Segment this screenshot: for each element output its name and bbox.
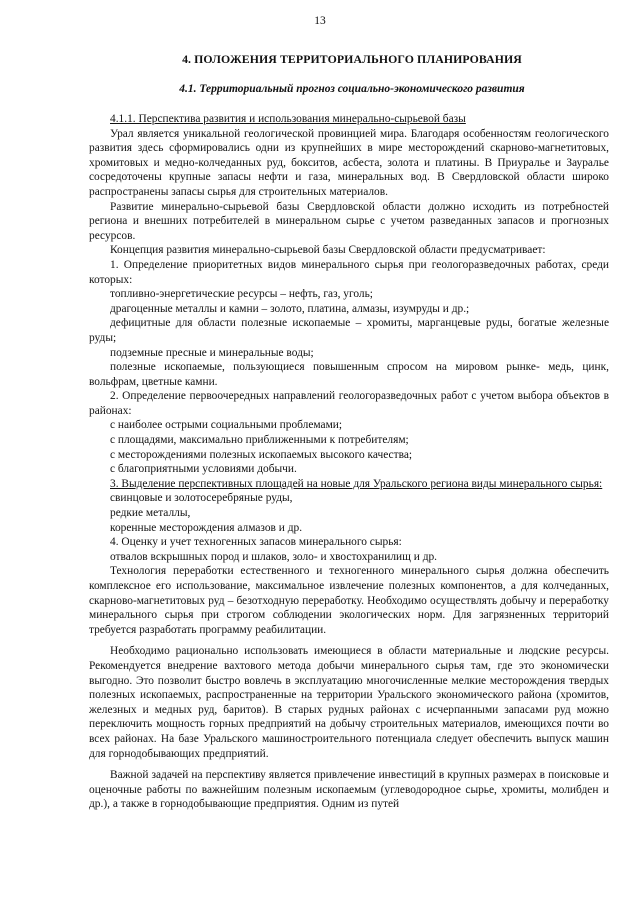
- subsection-heading: 4.1. Территориальный прогноз социально-экономического развития: [179, 83, 525, 95]
- paragraph: Урал является уникальной геологической провинцией мира. Благодаря особенностям геологического развития здесь сформировались одни из крупнейших в мире месторождений скарново-магнетитовых, хромитовых и медно-колчеданных руд, бокситов, асбеста, золота и платины. В Приуралье и Зауралье сосредоточены крупные запасы нефти и газа, минеральных вод. В Свердловской области широко распространены запасы сырья для строительных материалов.: [89, 127, 609, 198]
- list-heading: 2. Определение первоочередных направлений геологоразведочных работ с учетом выбора объектов в районах:: [89, 390, 609, 417]
- list-heading: 3. Выделение перспективных площадей на новые для Уральского региона виды минерального сырья:: [110, 477, 603, 490]
- list-heading: 1. Определение приоритетных видов минерального сырья при геологоразведочных работах, среди которых:: [89, 258, 609, 286]
- document-body: [89, 112, 609, 812]
- paragraph: Развитие минерально-сырьевой базы Свердловской области должно исходить из потребностей региона и внешних потребителей в минеральном сырье с учетом разведанных запасов и прогнозных ресурсов.: [89, 200, 609, 242]
- paragraph: Концепция развития минерально-сырьевой базы Свердловской области предусматривает:: [110, 244, 546, 257]
- list-item: свинцовые и золотосеребряные руды,: [110, 492, 293, 505]
- list-item: драгоценные металлы и камни – золото, платина, алмазы, изумруды и др.;: [110, 302, 470, 315]
- list-item: редкие металлы,: [110, 507, 191, 520]
- list-heading: 4. Оценку и учет техногенных запасов минерального сырья:: [110, 536, 402, 549]
- list-item: отвалов вскрышных пород и шлаков, золо- и хвостохранилищ и др.: [110, 550, 438, 563]
- paragraph: Необходимо рационально использовать имеющиеся в области материальные и людские ресурсы. Рекомендуется внедрение вахтового метода добычи минерального сырья там, где это экономически выгодно. Это позволит быстро вовлечь в эксплуатацию многочисленные мелкие месторождения твердых полезных ископаемых, распространенные на территории Уральского экономического района (хромитов, железных и медных руд, баритов). В старых рудных районах с исчерпанными запасами руд можно переключить мощность горных предприятий на добычу строительных материалов, имеющихся почти во всех районах. На базе Уральского машиностроительного потенциала следует обеспечить выпуск машин для горнодобывающих предприятий.: [89, 645, 609, 760]
- list-item: с наиболее острыми социальными проблемами;: [110, 419, 343, 432]
- page-number: 13: [314, 15, 326, 27]
- list-item: подземные пресные и минеральные воды;: [110, 346, 314, 359]
- list-item: коренные месторождения алмазов и др.: [110, 521, 303, 534]
- list-item: полезные ископаемые, пользующиеся повышенным спросом на мировом рынке- медь, цинк, вольфрам, цветные камни.: [89, 361, 609, 388]
- list-item: топливно-энергетические ресурсы – нефть, газ, уголь;: [110, 288, 373, 301]
- list-item: с месторождениями полезных ископаемых высокого качества;: [110, 448, 413, 461]
- list-item: с площадями, максимально приближенными к потребителям;: [110, 434, 409, 447]
- subsection-title: 4.1.1. Перспектива развития и использования минерально-сырьевой базы: [110, 113, 466, 125]
- list-item: с благоприятными условиями добычи.: [110, 463, 297, 476]
- paragraph: Технология переработки естественного и техногенного минерального сырья должна обеспечить комплексное его использование, максимальное извлечение полезных компонентов, а для колчеданных, скарново-магнетитовых руд – безотходную переработку. Необходимо осуществлять добычу и переработку минерального сырья при строгом соблюдении экологических норм. Для загрязненных территорий требуется разработать программу реабилитации.: [89, 565, 609, 636]
- paragraph: Важной задачей на перспективу является привлечение инвестиций в крупных размерах в поисковые и оценочные работы по важнейшим полезным ископаемым (углеводородное сырье, хромиты, молибден и др.), а также в горнодобывающие предприятия. Одним из путей: [89, 769, 609, 811]
- list-item: дефицитные для области полезные ископаемые – хромиты, марганцевые руды, богатые железные руды;: [89, 317, 609, 344]
- section-heading: 4. ПОЛОЖЕНИЯ ТЕРРИТОРИАЛЬНОГО ПЛАНИРОВАНИЯ: [182, 52, 522, 66]
